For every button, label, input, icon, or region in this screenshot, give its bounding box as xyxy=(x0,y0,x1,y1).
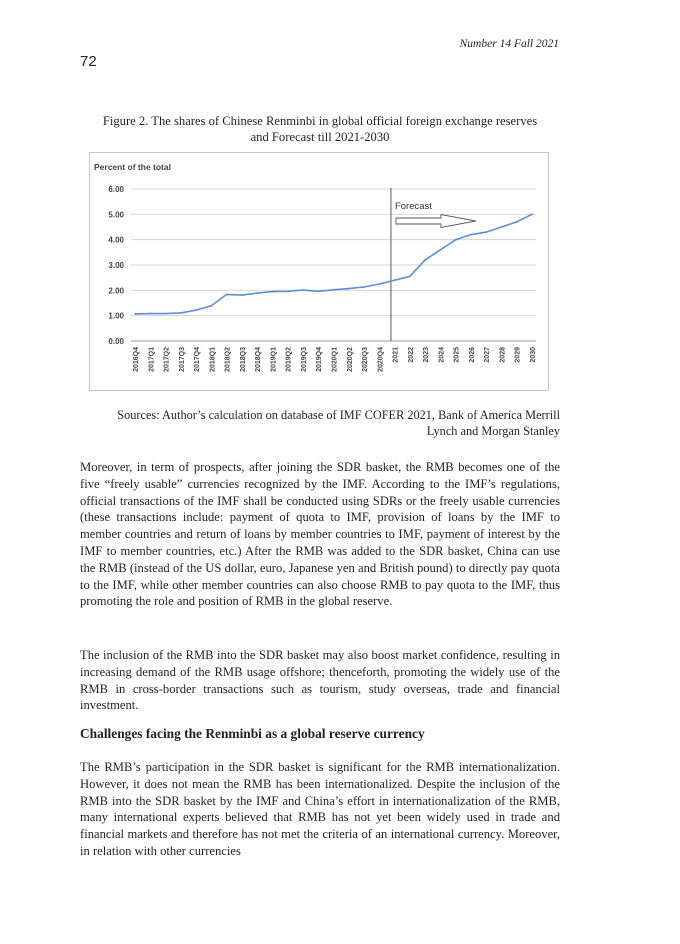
x-tick-label: 2020Q3 xyxy=(362,347,370,372)
rmb-share-chart xyxy=(89,152,549,391)
data-point xyxy=(501,226,503,228)
data-point xyxy=(180,312,182,314)
data-point xyxy=(363,286,365,288)
data-point xyxy=(333,289,335,291)
data-point xyxy=(241,294,243,296)
x-tick-label: 2022 xyxy=(407,347,415,363)
x-tick-label: 2018Q2 xyxy=(224,347,232,372)
data-point xyxy=(210,305,212,307)
x-tick-label: 2030 xyxy=(530,347,537,363)
data-point xyxy=(378,283,380,285)
x-tick-label: 2017Q1 xyxy=(148,347,156,372)
sources-line-1: Sources: Author’s calculation on database of IMF COFER 2021, Bank of America Merrill xyxy=(117,408,560,422)
data-point xyxy=(394,279,396,281)
y-tick-label: 6.00 xyxy=(108,185,124,194)
data-point xyxy=(455,239,457,241)
data-point xyxy=(439,249,441,251)
y-tick-label: 4.00 xyxy=(108,235,124,245)
x-tick-label: 2016Q4 xyxy=(133,347,140,372)
data-point xyxy=(287,290,289,292)
x-tick-label: 2017Q2 xyxy=(163,347,171,372)
y-tick-label: 5.00 xyxy=(108,210,124,220)
data-point xyxy=(409,276,411,278)
x-tick-label: 2019Q2 xyxy=(285,347,293,372)
chart-svg xyxy=(89,152,549,391)
x-tick-label: 2020Q4 xyxy=(377,347,385,372)
x-tick-label: 2019Q1 xyxy=(270,347,278,372)
x-tick-label: 2024 xyxy=(438,347,446,363)
x-tick-label: 2017Q4 xyxy=(194,347,202,372)
data-point xyxy=(256,292,258,294)
sources-note xyxy=(80,407,560,439)
caption-line-1: Figure 2. The shares of Chinese Renminbi in global official foreign exchange reserves xyxy=(102,114,538,128)
paragraph-market-confidence: The inclusion of the RMB into the SDR basket may also boost market confidence, resulting in increasing demand of the RMB usage offshore; thenceforth, promoting the widely use of the RMB in cross-border transactions such as tourism, study overseas, trade and financial investment. xyxy=(80,648,560,713)
x-tick-label: 2019Q4 xyxy=(316,347,324,372)
data-point xyxy=(424,259,426,261)
data-point xyxy=(348,288,350,290)
x-tick-label: 2018Q4 xyxy=(255,347,263,372)
data-point xyxy=(516,221,518,223)
x-tick-label: 2018Q1 xyxy=(209,347,217,372)
data-point xyxy=(165,313,167,315)
y-tick-label: 0.00 xyxy=(108,337,124,346)
x-tick-label: 2027 xyxy=(484,347,492,363)
x-tick-label: 2021 xyxy=(392,347,400,363)
x-tick-label: 2020Q2 xyxy=(346,347,354,372)
x-tick-label: 2018Q3 xyxy=(239,347,247,372)
x-tick-label: 2023 xyxy=(423,347,431,363)
y-tick-label: 2.00 xyxy=(108,286,124,296)
data-point xyxy=(272,291,274,293)
paragraph-challenges: The RMB’s participation in the SDR basket is significant for the RMB internationalization. However, it does not mean the RMB has been internationalized. Despite the inclusion of the RMB into the SDR basket by the IMF and China’s effort in internationalization of the RMB, many international experts believed that RMB has not yet been widely used in trade and financial markets and therefore has not met the criteria of an international currency. Moreover, in relation with other currencies xyxy=(80,760,560,858)
x-tick-label: 2026 xyxy=(468,347,476,363)
section-heading: Challenges facing the Renminbi as a global reserve currency xyxy=(80,726,425,741)
data-point xyxy=(302,289,304,291)
x-tick-label: 2020Q1 xyxy=(331,347,339,372)
page-number: 72 xyxy=(80,53,97,70)
data-point xyxy=(531,213,533,215)
x-tick-label: 2028 xyxy=(499,347,507,363)
journal-issue: Number 14 Fall 2021 xyxy=(459,38,559,50)
x-tick-label: 2029 xyxy=(514,347,522,363)
data-point xyxy=(195,309,197,311)
data-point xyxy=(134,313,136,315)
forecast-label: Forecast xyxy=(394,201,432,212)
data-point xyxy=(317,290,319,292)
data-point xyxy=(149,313,151,315)
x-tick-label: 2019Q3 xyxy=(300,347,308,372)
y-tick-label: 3.00 xyxy=(108,261,124,270)
caption-line-2: and Forecast till 2021-2030 xyxy=(250,130,390,144)
y-axis-title: Percent of the total xyxy=(94,162,171,172)
data-point xyxy=(226,293,228,295)
sources-line-2: Lynch and Morgan Stanley xyxy=(426,424,560,438)
x-tick-label: 2025 xyxy=(453,347,461,363)
data-point xyxy=(470,234,472,236)
paragraph-prospects: Moreover, in term of prospects, after joining the SDR basket, the RMB becomes one of the five “freely usable” currencies recognized by the IMF. According to the IMF’s regulations, official transactions of the IMF shall be conducted using SDRs or the freely usable currencies (these transactions include: payment of quota to IMF, provision of loans by the IMF to member countries and return of loans by member countries to IMF, payment of interest by the IMF to member countries, etc.) After the RMB was added to the SDR basket, China can use the RMB (instead of the US dollar, euro, Japanese yen and British pound) to directly pay quota to the IMF, while other member countries can also choose RMB to pay quota to the IMF, thus promoting the role and position of RMB in the global reserve. xyxy=(80,460,560,609)
x-tick-label: 2017Q3 xyxy=(178,347,186,372)
y-tick-label: 1.00 xyxy=(108,311,124,321)
figure-caption xyxy=(80,113,560,145)
data-point xyxy=(485,231,487,233)
